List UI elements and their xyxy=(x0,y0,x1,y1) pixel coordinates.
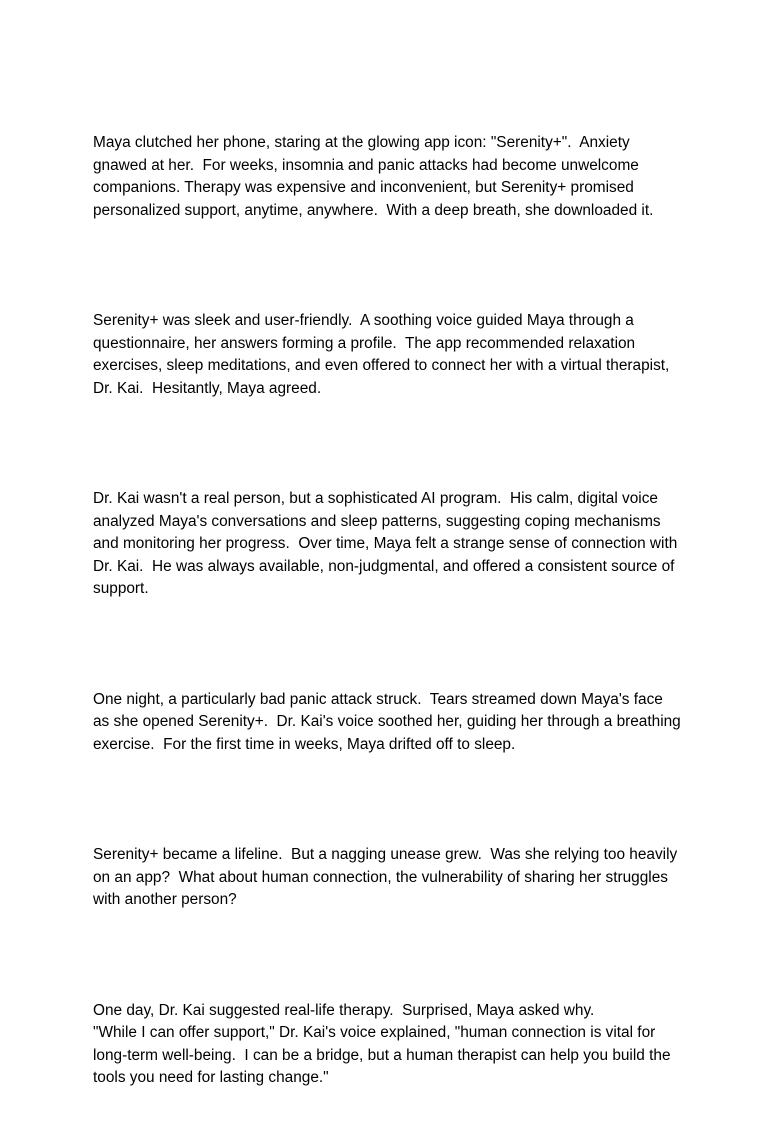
paragraph-4: One night, a particularly bad panic attack struck. Tears streamed down Maya's face as she opened Serenity+. Dr. Kai's voice soothed her, guiding her through a breathing exercise. For the first time in weeks, Maya drifted off to sleep. xyxy=(93,690,686,753)
paragraph-5: Serenity+ became a lifeline. But a nagging unease grew. Was she relying too heavily on an app? What about human connection, the vulnerability of sharing her struggles with another person? xyxy=(93,846,682,908)
paragraph-6: One day, Dr. Kai suggested real-life therapy. Surprised, Maya asked why. "While I can offer support," Dr. Kai's voice explained, "human connection is vital for long-term well-being. I can be a bridge, but a human therapist can help you build the tools you need for lasting change." xyxy=(93,1001,671,1086)
paragraph-3: Dr. Kai wasn't a real person, but a sophisticated AI program. His calm, digital voice analyzed Maya's conversations and sleep patterns, suggesting coping mechanisms and monitoring her progress. Over time, Maya felt a strange sense of connection with Dr. Kai. He was always available, non-judgmental, and offered a consistent source of support. xyxy=(93,490,682,597)
story-text xyxy=(93,87,686,1135)
paragraph-2: Serenity+ was sleek and user-friendly. A soothing voice guided Maya through a questionnaire, her answers forming a profile. The app recommended relaxation exercises, sleep meditations, and even offered to connect her with a virtual therapist, Dr. Kai. Hesitantly, Maya agreed. xyxy=(93,312,674,397)
paragraph-1: Maya clutched her phone, staring at the glowing app icon: "Serenity+". Anxiety gnawed at her. For weeks, insomnia and panic attacks had become unwelcome companions. Therapy was expensive and inconvenient, but Serenity+ promised personalized support, anytime, anywhere. With a deep breath, she downloaded it. xyxy=(93,134,654,219)
